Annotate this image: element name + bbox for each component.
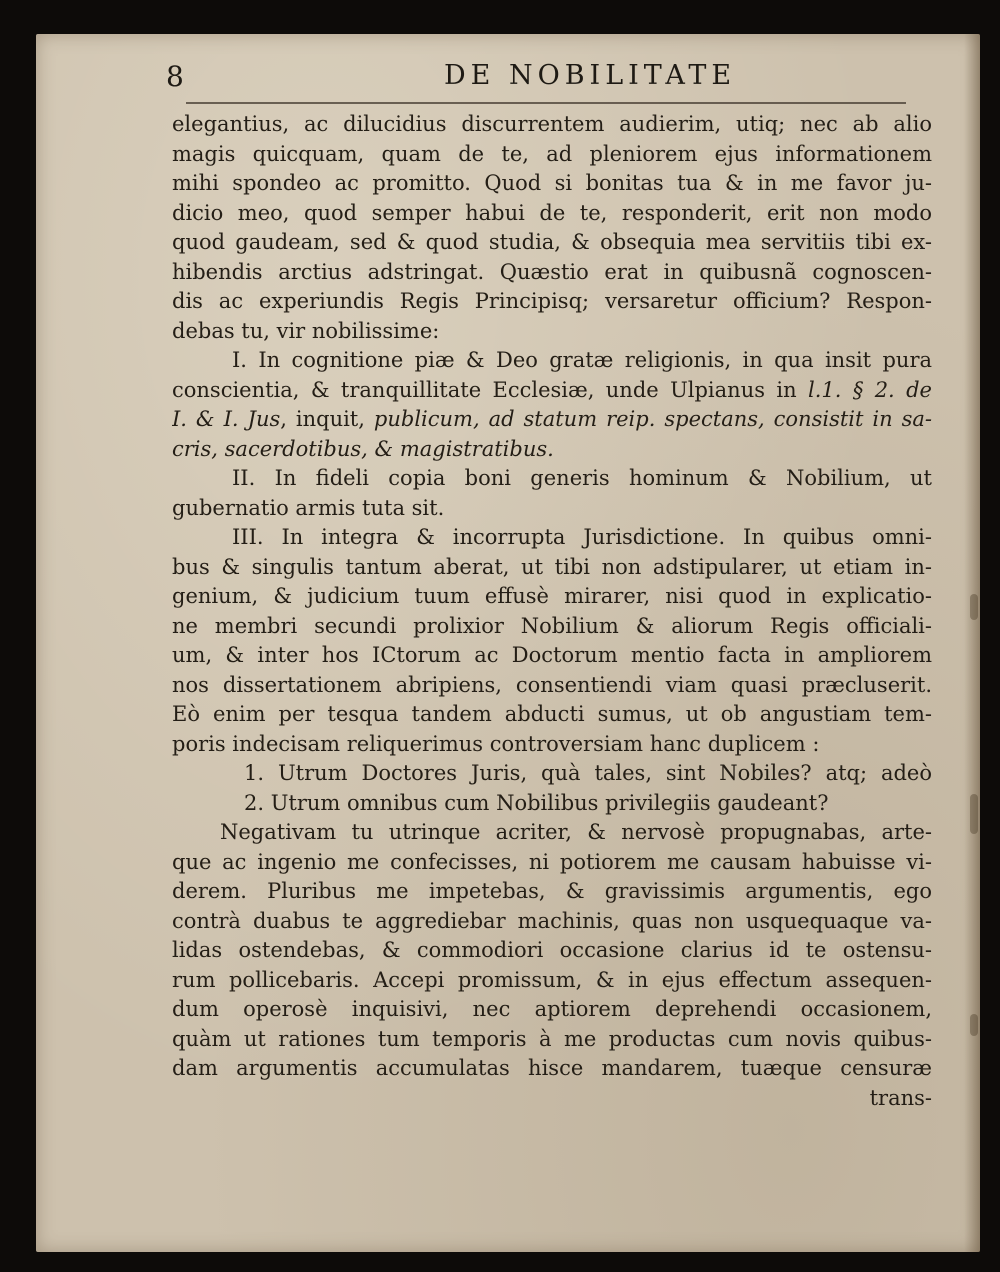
catchword: trans- <box>869 1085 932 1110</box>
running-head <box>166 60 846 100</box>
text-line: ne membri secundi prolixior Nobilium & aliorum Regis officiali- <box>172 613 932 638</box>
text-line: rum pollicebaris. Accepi promissum, & in ejus effectum assequen- <box>172 967 932 992</box>
edge-stain <box>970 594 978 620</box>
text-line: elegantius, ac dilucidius discurrentem audierim, utiq; nec ab alio <box>172 112 932 136</box>
text-line: derem. Pluribus me impetebas, & gravissimis argumentis, ego <box>172 879 932 903</box>
text-line: bus & singulis tantum aberat, ut tibi non adstipularer, ut etiam in- <box>172 554 932 579</box>
text-line: dicio meo, quod semper habui de te, responderit, erit non modo <box>172 200 932 225</box>
quotation-line: cris, sacerdotibus, & magistratibus. <box>172 436 554 461</box>
numbered-paragraph: III. In integra & incorrupta Jurisdictione. In quibus omni- <box>232 525 932 549</box>
numbered-paragraph: I. In cognitione piæ & Deo gratæ religionis, in qua insit pura <box>232 348 932 372</box>
text-line: genium, & judicium tuum effusè mirarer, nisi quod in explicatio- <box>172 584 932 608</box>
text-line: debas tu, vir nobilissime: <box>172 318 440 343</box>
quotation-segment: publicum, ad statum reip. spectans, consistit in sa- <box>373 407 932 431</box>
text-line: poris indecisam reliquerimus controversiam hanc duplicem : <box>172 731 820 756</box>
text-line-mixed <box>172 376 932 406</box>
header-rule <box>186 102 906 104</box>
text-line: quàm ut rationes tum temporis à me productas cum novis quibus- <box>172 1026 932 1051</box>
book-page <box>36 34 980 1252</box>
page-edge-shadow <box>964 34 980 1252</box>
text-line: quod gaudeam, sed & quod studia, & obsequia mea servitiis tibi ex- <box>172 230 932 254</box>
text-line-mixed <box>172 405 932 435</box>
citation-segment: l.1. § 2. de <box>808 377 932 402</box>
text-line: dam argumentis accumulatas hisce mandarem, tuæque censuræ <box>172 1056 932 1080</box>
text-line: hibendis arctius adstringat. Quæstio erat in quibusnã cognoscen- <box>172 259 932 284</box>
running-title: DE NOBILITATE <box>444 60 737 91</box>
edge-stain <box>970 794 978 834</box>
text-line: dum operosè inquisivi, nec aptiorem deprehendi occasionem, <box>172 997 932 1021</box>
edge-stain <box>970 1014 978 1036</box>
numbered-paragraph: II. In fideli copia boni generis hominum & Nobilium, ut <box>232 466 932 490</box>
list-item: 2. Utrum omnibus cum Nobilibus privilegiis gaudeant? <box>244 790 829 815</box>
list-item: 1. Utrum Doctores Juris, quà tales, sint Nobiles? atq; adeò <box>244 761 932 785</box>
text-segment: , inquit, <box>280 407 365 431</box>
page-number: 8 <box>166 60 185 93</box>
text-line: que ac ingenio me confecisses, ni potiorem me causam habuisse vi- <box>172 849 932 874</box>
citation-segment: I. & I. Jus <box>172 407 281 431</box>
text-line: magis quicquam, quam de te, ad pleniorem ejus informationem <box>172 141 932 166</box>
body-text <box>172 110 932 1113</box>
paragraph-start: Negativam tu utrinque acriter, & nervosè propugnabas, arte- <box>220 820 932 844</box>
text-line: contrà duabus te aggrediebar machinis, quas non usquequaque va- <box>172 908 932 933</box>
text-line: gubernatio armis tuta sit. <box>172 495 445 520</box>
text-line: Eò enim per tesqua tandem abducti sumus, ut ob angustiam tem- <box>172 702 932 726</box>
text-line: lidas ostendebas, & commodiori occasione clarius id te ostensu- <box>172 938 932 962</box>
text-line: um, & inter hos ICtorum ac Doctorum mentio facta in ampliorem <box>172 643 932 667</box>
text-line: nos dissertationem abripiens, consentiendi viam quasi præcluserit. <box>172 672 932 697</box>
text-line: mihi spondeo ac promitto. Quod si bonitas tua & in me favor ju- <box>172 171 932 195</box>
text-line: dis ac experiundis Regis Principisq; versaretur officium? Respon- <box>172 289 932 313</box>
text-segment: conscientia, & tranquillitate Ecclesiæ, unde Ulpianus in <box>172 377 797 402</box>
